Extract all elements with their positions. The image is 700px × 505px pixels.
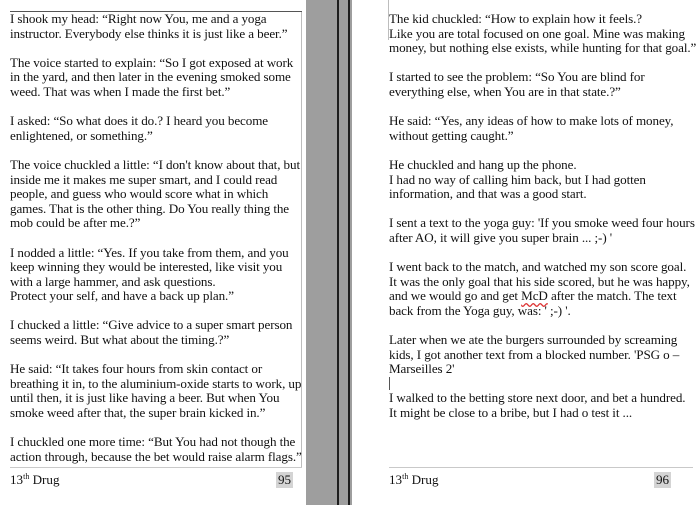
text-cursor-line (389, 377, 697, 392)
page-gutter (306, 0, 352, 505)
spellcheck-underline[interactable]: McD (521, 288, 548, 304)
paragraph: I nodded a little: “Yes. If you take from them, and you keep winning they would be interested, like visit you with a large hammer, and ask questions. Protect your self, and have a back up plan.” (10, 244, 289, 304)
paragraph: I chuckled one more time: “But You had not though the action through, because the bet would raise alarm flags.” (10, 434, 302, 464)
paragraph: I asked: “So what does it do.? I heard you become enlightened, or something.” (10, 113, 268, 143)
paragraph: I chucked a little: “Give advice to a super smart person seems weird. But what about the timing.?” (10, 317, 293, 348)
page-edge (337, 0, 339, 505)
paragraph: I started to see the problem: “So You are blind for everything else, when You are in that state.?” (389, 69, 645, 99)
paragraph: I walked to the betting store next door, and bet a hundred. It might be close to a bribe, but I had o test it ... (389, 390, 686, 421)
page-left (0, 0, 306, 505)
paragraph: He said: “Yes, any ideas of how to make lots of money, without getting caught.” (389, 113, 674, 143)
paragraph: The voice chuckled a little: “I don't know about that, but inside me it makes me super smart, and I could read people, and guess who would score what in which games. That is the other thing. Do You really thing the mob could be after me.?” (10, 156, 300, 231)
page-text[interactable] (389, 12, 697, 435)
paragraph: The voice started to explain: “So I got exposed at work in the yard, and then later in the evening smoked some weed. That was when I made the first bet.” (10, 54, 294, 99)
page-number: 95 (278, 472, 292, 487)
footer-title: 13th Drug (10, 472, 60, 487)
paragraph: Later when we ate the burgers surrounded by screaming kids, I got another text from a blocked number. 'PSG o – Marseilles 2' (389, 332, 680, 377)
paragraph: I went back to the match, and watched my son score goal. It was the only goal that his side scored, but he was happy, and we would go and get McD after the match. The text back from the Yoga guy, was: ' ;-) '. (389, 259, 690, 318)
page-right (352, 0, 700, 505)
page-number: 96 (656, 472, 670, 487)
footer-divider (389, 467, 693, 468)
paragraph: He chuckled and hang up the phone. I had no way of calling him back, but I had gotten information, and that was a good start. (389, 156, 646, 202)
paragraph: I sent a text to the yoga guy: 'If you smoke weed four hours after AO, it will give you super brain ... ;-) ' (389, 215, 695, 245)
paragraph: I shook my head: “Right now You, me and a yoga instructor. Everybody else thinks it is just like a beer.” (10, 11, 288, 41)
text-cursor (389, 377, 390, 390)
paragraph: The kid chuckled: “How to explain how it feels.? Like you are total focused on one goal. Mine was making money, but nothing else exists, while hunting for that goal.” (389, 11, 697, 56)
page-edge (348, 0, 350, 505)
footer-divider (10, 467, 302, 468)
footer-title: 13th Drug (389, 472, 439, 487)
paragraph: He said: “It takes four hours from skin contact or breathing it in, to the aluminium-oxide starts to work, up until then, it is just like having a beer. But when You smoke weed after that, the super brain kicked in.” (10, 361, 302, 421)
page-text[interactable] (10, 12, 302, 479)
